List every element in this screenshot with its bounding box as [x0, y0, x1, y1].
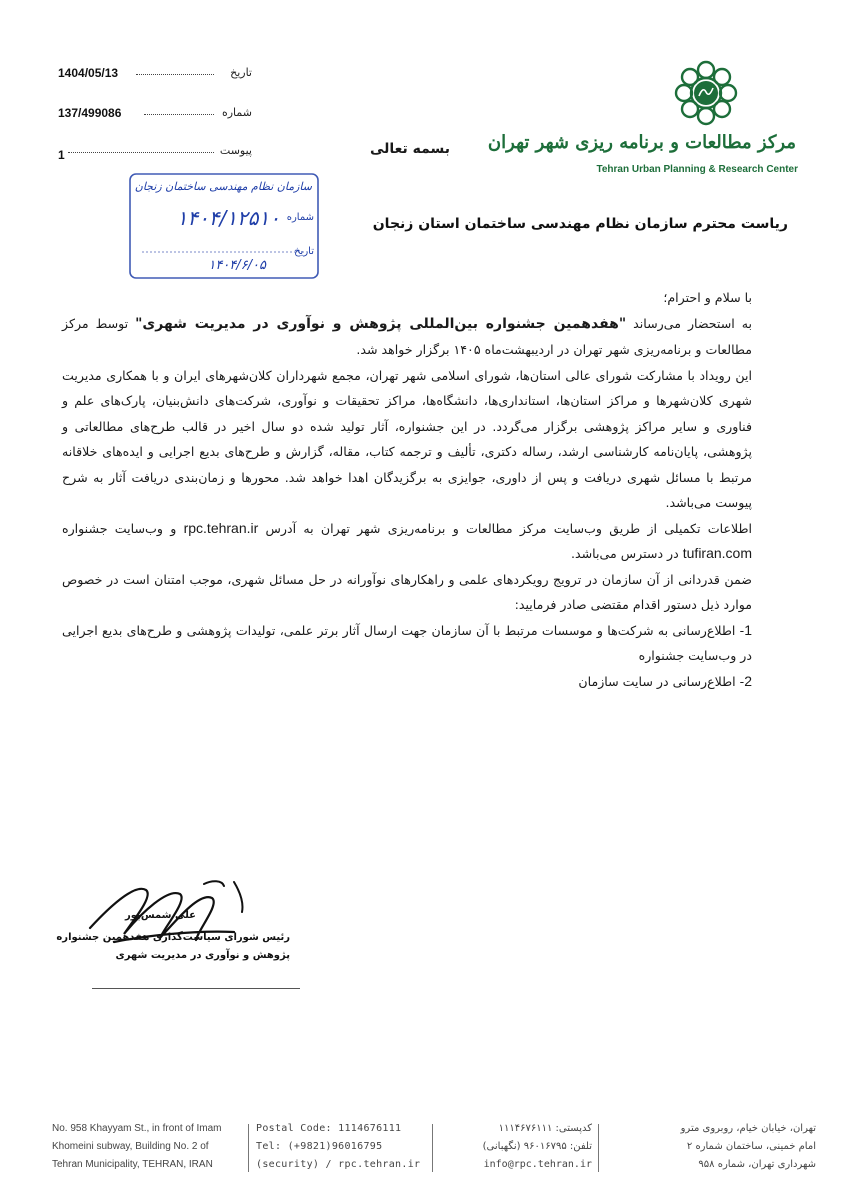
footer-persian-address — [606, 1120, 816, 1176]
logo-persian-name: مرکز مطالعات و برنامه ریزی شهر تهران — [487, 132, 796, 153]
basmala: بسمه تعالی — [369, 141, 451, 157]
paragraph-websites-intro: اطلاعات تکمیلی از طریق وب‌سایت مرکز مطالعات و برنامه‌ریزی شهر تهران به آدرس — [258, 520, 753, 536]
festival-title: "هفدهمین جشنواره بین‌المللی پژوهش و نوآوری در مدیریت شهری" — [135, 315, 627, 332]
footer-address-line: Khomeini subway, Building No. 2 of — [52, 1141, 209, 1152]
dotted-line — [144, 114, 214, 115]
stamp-number-label: شماره — [286, 212, 314, 223]
list-item-text: - اطلاع‌رسانی در سایت سازمان — [578, 673, 745, 689]
date-value: 1404/05/13 — [58, 66, 119, 80]
footer-english-contact — [256, 1120, 426, 1176]
attachment-value: 1 — [58, 148, 65, 162]
number-row — [52, 106, 252, 124]
festival-website-link[interactable]: tufiran.com — [682, 545, 752, 561]
date-row — [52, 66, 252, 84]
footer-email[interactable]: info@rpc.tehran.ir — [483, 1159, 592, 1170]
footer-persian-postal-code: کدپستی: ۱۱۱۴۶۷۶۱۱۱ — [498, 1123, 592, 1134]
paragraph-websites-middle: و وب‌سایت جشنواره — [62, 520, 184, 536]
greeting: با سلام و احترام؛ — [663, 290, 752, 305]
paragraph-websites-rest: در دسترس می‌باشد. — [571, 546, 683, 561]
organization-logo — [487, 60, 810, 185]
list-item-number: 1 — [744, 621, 752, 638]
dotted-line — [136, 74, 214, 75]
footer-persian-address-line: تهران، خیابان خیام، روبروی مترو — [680, 1123, 816, 1134]
list-item — [62, 669, 752, 695]
footer-english-address — [52, 1120, 242, 1176]
signature-block — [56, 872, 304, 992]
footer-persian-address-line: شهرداری تهران، شماره ۹۵۸ — [698, 1159, 816, 1170]
dotted-line — [68, 152, 214, 153]
list-item — [62, 618, 752, 669]
attachment-row — [52, 144, 252, 162]
footer-divider — [248, 1124, 249, 1172]
footer-persian-contact — [440, 1120, 592, 1176]
paragraph-request: ضمن قدردانی از آن سازمان در ترویج رویکردهای علمی و راهکارهای نوآورانه در حل مسائل شهری، موجب امتنان است در خصوص موارد ذیل دستور اقدام مقتضی صادر فرمایید: — [62, 571, 752, 612]
paragraph-announcement-intro: به استحضار می‌رساند — [626, 315, 752, 331]
rpc-website-link[interactable]: rpc.tehran.ir — [183, 519, 259, 536]
signature-divider — [92, 988, 300, 989]
received-stamp — [128, 172, 320, 282]
footer-address-line: Tehran Municipality, TEHRAN, IRAN — [52, 1159, 213, 1170]
letter-body — [62, 285, 752, 694]
footer-divider — [432, 1124, 433, 1172]
footer-website[interactable]: (security) / rpc.tehran.ir — [256, 1159, 421, 1170]
number-label: شماره — [221, 106, 252, 119]
footer-postal-code: Postal Code: 1114676111 — [256, 1123, 402, 1134]
letter-footer — [52, 1120, 816, 1176]
footer-phone: Tel: (+9821)96016795 — [256, 1141, 383, 1152]
paragraph-announcement-rest: توسط مرکز مطالعات و برنامه‌ریزی شهر تهران در اردیبهشت‌ماه ۱۴۰۵ برگزار خواهد شد. — [62, 315, 752, 357]
logo-english-name: Tehran Urban Planning & Research Center — [596, 164, 798, 175]
signatory-name: علی شمس‌پور — [125, 910, 196, 921]
attachment-label: پیوست — [219, 144, 252, 157]
list-item-number: 2 — [744, 672, 752, 689]
signatory-title-line1: رئیس شورای سیاست‌گذاری هفدهمین جشنواره — [56, 932, 290, 943]
footer-divider — [598, 1124, 599, 1172]
signatory-title-line2: پژوهش و نوآوری در مدیریت شهری — [115, 950, 290, 961]
stamp-number-value: ۱۴۰۴/۱۲۵۱۰ — [176, 206, 280, 230]
footer-persian-address-line: امام خمینی، ساختمان شماره ۲ — [686, 1141, 816, 1152]
tehran-municipality-star-emblem-icon — [666, 60, 746, 126]
date-label: تاریخ — [230, 66, 252, 79]
recipient-line: ریاست محترم سازمان نظام مهندسی ساختمان استان زنجان — [372, 216, 788, 232]
list-item-text: - اطلاع‌رسانی به شرکت‌ها و موسسات مرتبط با آن سازمان جهت ارسال آثار برتر علمی، تولیدات پژوهشی و طرح‌های بدیع اجرایی در وب‌سایت جشنواره — [62, 622, 752, 663]
paragraph-websites — [62, 516, 752, 567]
stamp-organization: سازمان نظام مهندسی ساختمان زنجان — [134, 180, 312, 193]
number-value: 137/499086 — [58, 106, 122, 120]
stamp-date-label: تاریخ — [294, 246, 314, 257]
footer-persian-phone: تلفن: ۹۶۰۱۶۷۹۵ (نگهبانی) — [482, 1141, 592, 1152]
paragraph-announcement — [62, 311, 752, 363]
stamp-date-value: ۱۴۰۴/۶/۰۵ — [208, 258, 266, 273]
paragraph-participants: این رویداد با مشارکت شورای عالی استان‌ها، شورای اسلامی شهر تهران، مجمع شهرداران کلان‌شهرهای ایران و با همکاری مدیریت شهری کلان‌شهرها و مراکز استان‌ها، استانداری‌ها، دانشگاه‌ها، مراکز تحقیقات و نوآوری، شرکت‌های دانش‌بنیان، پارک‌های علم و فناوری و سایر مراکز پژوهشی برگزار می‌گردد. در این جشنواره، آثار تولید شده دو سال اخیر در قالب طرح‌های مطالعاتی و پژوهشی، پایان‌نامه کارشناسی ارشد، رساله دکتری، تألیف و ترجمه کتاب، مقاله، گزارش و طرح‌های بدیع اجرایی و ایده‌های خلاقانه مرتبط با مسائل شهری دریافت و پس از داوری، جوایزی به برگزیدگان اهدا خواهد شد. محورها و زمان‌بندی دریافت آثار به شرح پیوست می‌باشد. — [62, 367, 752, 510]
footer-address-line: No. 958 Khayyam St., in front of Imam — [52, 1123, 222, 1134]
